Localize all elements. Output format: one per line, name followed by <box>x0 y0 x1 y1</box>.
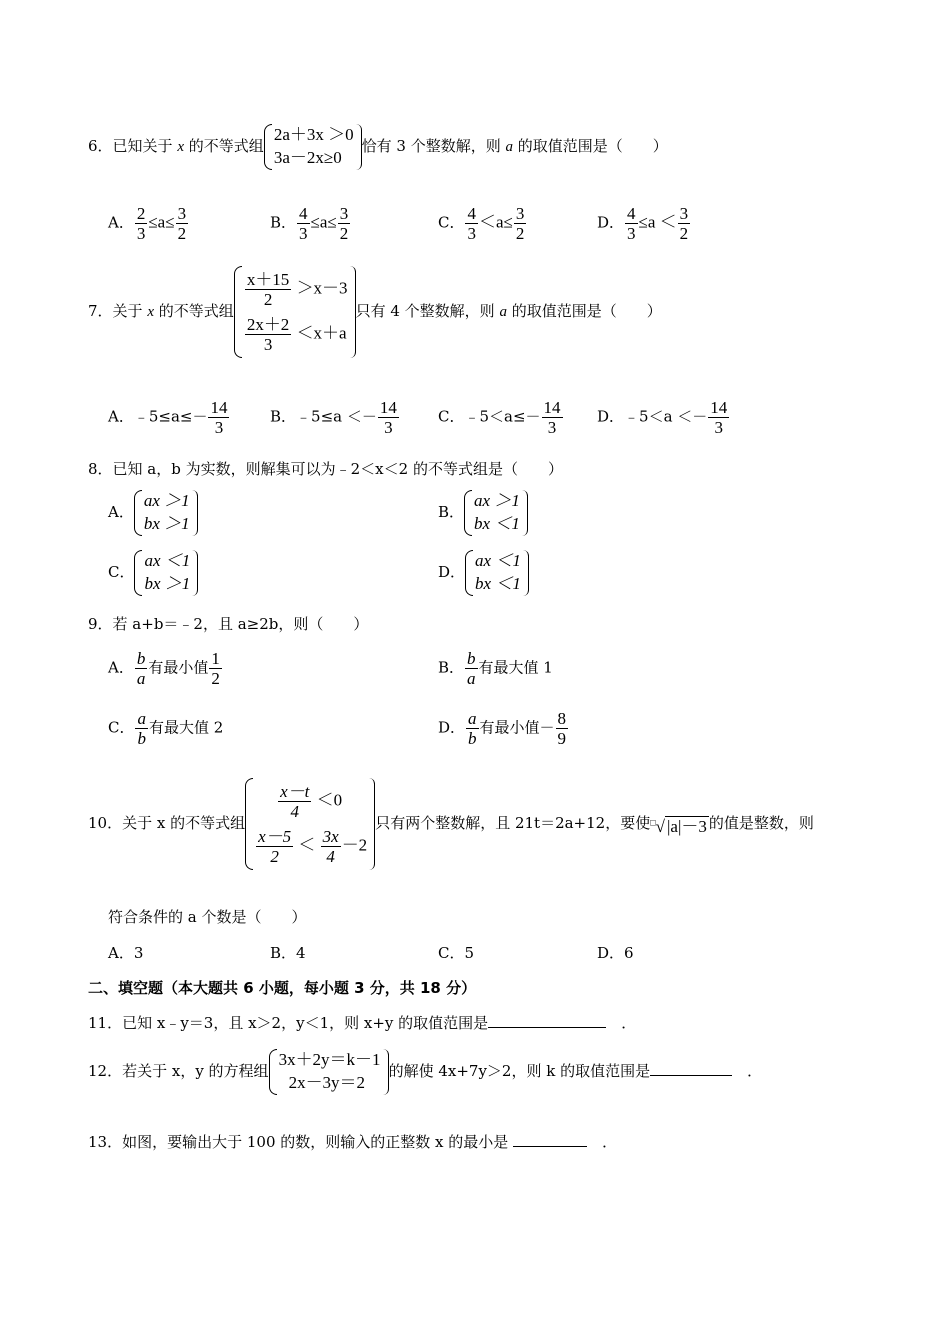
q10-option-b: B．4 <box>270 944 306 962</box>
q9-stem: 9．若 a+b＝﹣2，且 a≥2b，则（ ） <box>88 615 369 633</box>
q10-radical: □√ |a|－3 <box>650 816 707 836</box>
q8-option-c: C． ax ＜1 bx ＞1 <box>108 550 198 596</box>
q7-option-c: C．﹣5＜a≤－ $\frac{14}{3}$ <box>438 398 561 437</box>
q9-option-a: A． $\frac{b}{a}$ 有最小值 $\frac{1}{2}$ <box>108 649 220 688</box>
q10-option-d: D．6 <box>597 944 634 962</box>
q10-line2: 符合条件的 a 个数是（ ） <box>108 908 307 926</box>
q6-option-b: B． $\frac{4}{3}$ ≤a≤ $\frac{3}{2}$ <box>270 204 349 243</box>
q10-option-c: C．5 <box>438 944 475 962</box>
q7-option-a: A．﹣5≤a≤－ $\frac{14}{3}$ <box>108 398 228 437</box>
q7-system: $\frac{x+15}{2}$ ＞x－3 $\frac{2x+2}{3}$ ＜x＋a <box>234 266 356 358</box>
q6-option-c: C． $\frac{4}{3}$ ＜a≤ $\frac{3}{2}$ <box>438 204 525 243</box>
q12-answer-blank[interactable] <box>650 1061 732 1076</box>
q6-system: 2a＋3x ＞0 3a－2x≥0 <box>264 124 362 170</box>
q13: 13．如图，要输出大于 100 的数，则输入的正整数 x 的最小是 ． <box>88 1133 618 1151</box>
q10-system: $\frac{x-t}{4}$ ＜0 $\frac{x-5}{2}$ ＜ $\frac{3x}{4}$ －2 <box>245 778 375 870</box>
q6-option-a: A． $\frac{2}{3}$ ≤a≤ $\frac{3}{2}$ <box>108 204 187 243</box>
q12: 12．若关于 x，y 的方程组 3x＋2y＝k－1 2x－3y＝2 的解使 4x+7y＞2，则 k 的取值范围是 ． <box>88 1049 762 1095</box>
q9-option-d: D． $\frac{a}{b}$ 有最小值－ $\frac{8}{9}$ <box>438 709 567 748</box>
q6-option-d: D． $\frac{4}{3}$ ≤a ＜ $\frac{3}{2}$ <box>597 204 689 243</box>
q11: 11．已知 x﹣y＝3，且 x＞2，y＜1，则 x+y 的取值范围是 ． <box>88 1014 637 1032</box>
q7-stem: 7．关于 x 的不等式组 $\frac{x+15}{2}$ ＞x－3 $\frac{2x+2}{3}$ ＜x＋a 只有 4 个整数解，则 a 的取值范围是（ ） <box>88 266 662 358</box>
q10-option-a: A．3 <box>108 944 144 962</box>
q8-option-b: B． ax ＞1 bx ＜1 <box>438 490 528 536</box>
q8-stem: 8．已知 a，b 为实数，则解集可以为﹣2＜x＜2 的不等式组是（ ） <box>88 460 563 478</box>
q12-system: 3x＋2y＝k－1 2x－3y＝2 <box>269 1049 389 1095</box>
q13-answer-blank[interactable] <box>513 1132 587 1147</box>
q10-stem: 10．关于 x 的不等式组 $\frac{x-t}{4}$ ＜0 $\frac{x-5}{2}$ ＜ $\frac{3x}{4}$ －2 只有两个整数解，且 21t＝2a+12，要使□√ |a|－3 的值是整数，则 <box>88 778 814 870</box>
q7-option-b: B．﹣5≤a ＜－ $\frac{14}{3}$ <box>270 398 397 437</box>
q8-option-a: A． ax ＞1 bx ＞1 <box>108 490 198 536</box>
q6-stem: 6．已知关于 x 的不等式组 2a＋3x ＞0 3a－2x≥0 恰有 3 个整数解，则 a 的取值范围是（ ） <box>88 124 668 170</box>
q9-option-b: B． $\frac{b}{a}$ 有最大值 1 <box>438 649 553 688</box>
q7-option-d: D．﹣5＜a ＜－ $\frac{14}{3}$ <box>597 398 728 437</box>
q8-option-d: D． ax ＜1 bx ＜1 <box>438 550 529 596</box>
section-heading: 二、填空题（本大题共 6 小题，每小题 3 分，共 18 分） <box>88 979 477 997</box>
q11-answer-blank[interactable] <box>488 1013 606 1028</box>
q9-option-c: C． $\frac{a}{b}$ 有最大值 2 <box>108 709 224 748</box>
